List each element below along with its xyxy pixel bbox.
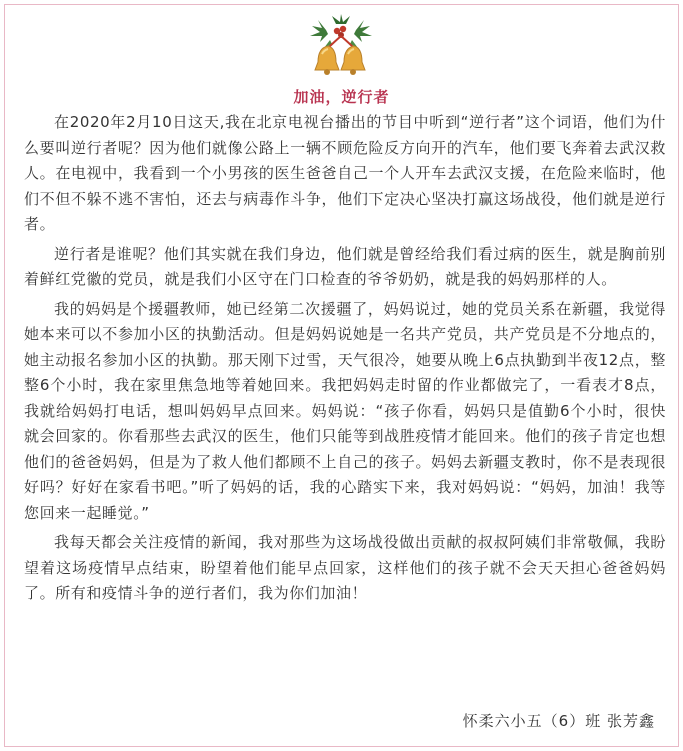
author-signature: 怀柔六小五（6）班 张芳鑫 (462, 712, 655, 730)
paragraph-4: 我每天都会关注疫情的新闻，我对那些为这场战役做出贡献的叔叔阿姨们非常敬佩，我盼望着这场疫情早点结束，盼望着他们能早点回家，这样他们的孩子就不会天天担心爸爸妈妈了。所有和疫情斗争的逆行者们，我为你们加油！ (24, 533, 666, 602)
article-body (24, 110, 666, 611)
christmas-bells-icon (306, 14, 376, 80)
paragraph-2: 逆行者是谁呢？他们其实就在我们身边，他们就是曾经给我们看过病的医生，就是胸前别着鲜红党徽的党员，就是我们小区守在门口检查的爷爷奶奶，就是我的妈妈那样的人。 (24, 244, 666, 288)
paragraph-1: 在2020年2月10日这天,我在北京电视台播出的节目中听到“逆行者”这个词语，他们为什么要叫逆行者呢？因为他们就像公路上一辆不顾危险反方向开的汽车，他们要飞奔着去武汉救人。在电视中，我看到一个小男孩的医生爸爸自己一个人开车去武汉支援，在危险来临时，他们不但不躲不逃不害怕，还去与病毒作斗争，他们下定决心坚决打赢这场战役，他们就是逆行者。 (24, 113, 666, 233)
paragraph-3: 我的妈妈是个援疆教师，她已经第二次援疆了，妈妈说过，她的党员关系在新疆，我觉得她本来可以不参加小区的执勤活动。但是妈妈说她是一名共产党员，共产党员是不分地点的，她主动报名参加小区的执勤。那天刚下过雪，天气很冷，她要从晚上6点执勤到半夜12点，整整6个小时，我在家里焦急地等着她回来。我把妈妈走时留的作业都做完了，一看表才8点，我就给妈妈打电话，想叫妈妈早点回来。妈妈说：“孩子你看，妈妈只是值勤6个小时，很快就会回家的。你看那些去武汉的医生，他们只能等到战胜疫情才能回来。他们的孩子肯定也想他们的爸爸妈妈，但是为了救人他们都顾不上自己的孩子。妈妈去新疆支教时，你不是表现很好吗？好好在家看书吧。”听了妈妈的话，我的心踏实下来，我对妈妈说：“妈妈，加油！我等您回来一起睡觉。” (24, 299, 666, 522)
article-title: 加油，逆行者 (293, 88, 390, 106)
